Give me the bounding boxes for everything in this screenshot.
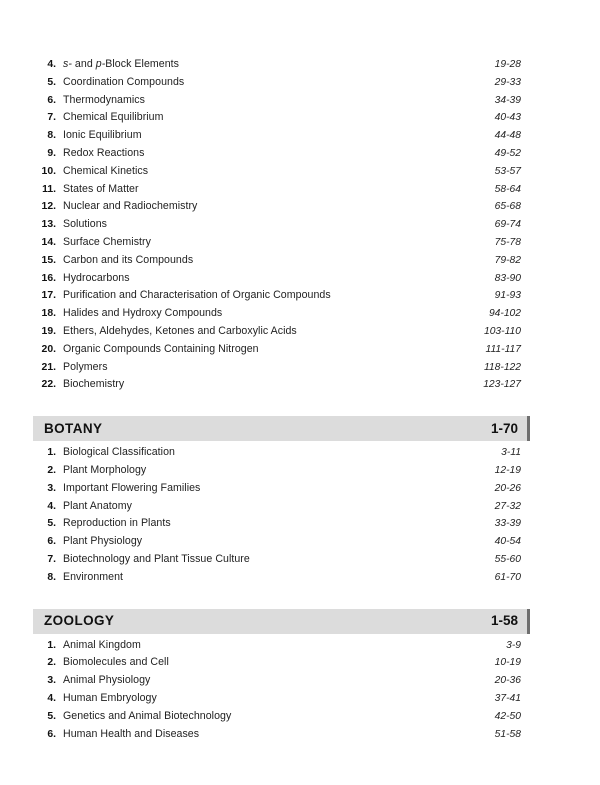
toc-entry[interactable] [33, 183, 530, 201]
entry-number: 12. [41, 201, 56, 213]
toc-entry[interactable] [33, 76, 530, 94]
entry-page-range: 20-26 [494, 482, 521, 494]
toc-entry[interactable] [33, 361, 530, 379]
entry-page-range: 19-28 [494, 59, 521, 70]
entry-number: 21. [41, 361, 56, 373]
toc-entry[interactable] [33, 58, 530, 76]
entry-number: 4. [47, 500, 56, 512]
entry-page-range: 61-70 [494, 571, 521, 583]
toc-entry[interactable] [33, 728, 530, 746]
entry-title: Human Health and Diseases [63, 727, 200, 740]
entry-page-range: 53-57 [494, 165, 521, 177]
toc-entry[interactable] [33, 147, 530, 165]
toc-entry[interactable] [33, 94, 530, 112]
entry-title: Reproduction in Plants [63, 517, 171, 530]
entry-page-range: 75-78 [494, 236, 521, 248]
entry-title: Chemical Equilibrium [63, 111, 164, 124]
toc-entry[interactable] [33, 571, 530, 589]
entry-number: 6. [47, 94, 56, 106]
entry-title: Ethers, Aldehydes, Ketones and Carboxylic Acids [63, 324, 297, 337]
entry-title: Halides and Hydroxy Compounds [63, 307, 223, 320]
entry-title: Surface Chemistry [63, 235, 151, 248]
toc-entry[interactable] [33, 254, 530, 272]
entry-number: 18. [41, 308, 56, 320]
entry-title: Important Flowering Families [63, 481, 201, 494]
toc-entry[interactable] [33, 535, 530, 553]
entry-title: Genetics and Animal Biotechnology [63, 709, 232, 722]
entry-title: Organic Compounds Containing Nitrogen [63, 342, 259, 355]
entry-title: Plant Physiology [63, 535, 143, 548]
entry-page-range: 42-50 [494, 710, 521, 722]
entry-page-range: 40-54 [494, 536, 521, 548]
entry-number: 1. [47, 639, 56, 651]
toc-entry[interactable] [33, 378, 530, 396]
section-spacer [33, 589, 530, 609]
entry-page-range: 49-52 [494, 147, 521, 159]
entry-number: 10. [41, 165, 56, 177]
entry-number: 8. [47, 571, 56, 583]
entry-page-range: 3-9 [506, 639, 521, 651]
entry-title: States of Matter [63, 182, 139, 195]
toc-entry[interactable] [33, 272, 530, 290]
entry-number: 16. [41, 272, 56, 284]
toc-entry[interactable] [33, 517, 530, 535]
entry-page-range: 103-110 [483, 325, 521, 337]
entry-page-range: 111-117 [485, 343, 521, 355]
entry-number: 19. [41, 325, 56, 337]
section-header-botany [33, 416, 530, 441]
toc-entry[interactable] [33, 710, 530, 728]
table-of-contents [33, 58, 530, 745]
toc-entry[interactable] [33, 553, 530, 571]
entry-page-range: 58-64 [494, 183, 521, 195]
toc-entry[interactable] [33, 289, 530, 307]
entry-page-range: 3-11 [501, 447, 521, 459]
entry-title: Biochemistry [63, 378, 125, 391]
toc-entry[interactable] [33, 500, 530, 518]
entry-number: 15. [41, 254, 56, 266]
entry-page-range: 55-60 [494, 553, 521, 565]
toc-entry[interactable] [33, 236, 530, 254]
entry-number: 2. [47, 657, 56, 669]
entry-number: 7. [47, 112, 56, 124]
entry-page-range: 33-39 [494, 518, 521, 530]
entry-number: 4. [47, 59, 56, 70]
toc-entry[interactable] [33, 218, 530, 236]
entry-page-range: 29-33 [494, 76, 521, 88]
section-spacer [33, 396, 530, 416]
entry-title: Nuclear and Radiochemistry [63, 200, 198, 213]
entry-number: 5. [47, 518, 56, 530]
entry-page-range: 118-122 [483, 361, 521, 373]
entry-page-range: 123-127 [483, 379, 521, 391]
entry-title: Chemical Kinetics [63, 164, 149, 177]
entry-title: Animal Physiology [63, 674, 151, 687]
entry-number: 8. [47, 130, 56, 142]
entry-page-range: 83-90 [494, 272, 521, 284]
entry-page-range: 10-19 [494, 657, 521, 669]
entry-title: Ionic Equilibrium [63, 129, 142, 142]
entry-number: 3. [47, 482, 56, 494]
entry-page-range: 79-82 [494, 254, 521, 266]
entry-page-range: 34-39 [494, 94, 521, 106]
entry-page-range: 69-74 [494, 219, 521, 231]
toc-entry[interactable] [33, 639, 530, 657]
entry-title: Coordination Compounds [63, 75, 185, 88]
section-header-zoology [33, 609, 530, 634]
section-title: BOTANY [44, 420, 103, 436]
toc-entry[interactable] [33, 674, 530, 692]
entry-page-range: 27-32 [494, 500, 521, 512]
entry-number: 1. [47, 447, 56, 459]
entry-page-range: 94-102 [488, 308, 521, 320]
entry-title: Plant Morphology [63, 463, 147, 476]
toc-entry[interactable] [33, 482, 530, 500]
entry-title: Polymers [63, 360, 108, 373]
entry-number: 5. [47, 76, 56, 88]
entry-title: Biological Classification [63, 446, 175, 459]
toc-entry[interactable] [33, 692, 530, 710]
entry-page-range: 12-19 [494, 464, 521, 476]
entry-title: Human Embryology [63, 691, 157, 704]
entry-number: 6. [47, 728, 56, 740]
entry-number: 6. [47, 536, 56, 548]
entry-title: Biotechnology and Plant Tissue Culture [63, 552, 250, 565]
entry-title: Solutions [63, 218, 108, 231]
toc-entry[interactable] [33, 111, 530, 129]
entry-title: Carbon and its Compounds [63, 253, 194, 266]
entry-page-range: 37-41 [494, 692, 521, 704]
entry-title: Plant Anatomy [63, 499, 132, 512]
entry-page-range: 20-36 [494, 675, 521, 687]
entry-page-range: 44-48 [494, 130, 521, 142]
entry-number: 17. [41, 290, 56, 302]
entry-title: Animal Kingdom [63, 638, 141, 651]
entry-number: 9. [47, 147, 56, 159]
toc-entry[interactable] [33, 165, 530, 183]
entry-number: 7. [47, 553, 56, 565]
entry-page-range: 51-58 [494, 728, 521, 740]
entry-title: Biomolecules and Cell [63, 656, 169, 669]
toc-entry[interactable] [33, 446, 530, 464]
toc-entry[interactable] [33, 343, 530, 361]
entry-title: Redox Reactions [63, 146, 145, 159]
section-page-range: 1-58 [490, 613, 518, 629]
entry-page-range: 40-43 [494, 112, 521, 124]
entry-title: Environment [63, 570, 124, 583]
entry-title: Thermodynamics [63, 93, 145, 106]
toc-entry[interactable] [33, 464, 530, 482]
entry-number: 11. [42, 183, 56, 195]
toc-entry[interactable] [33, 307, 530, 325]
entry-page-range: 91-93 [494, 290, 521, 302]
entry-number: 3. [47, 675, 56, 687]
entry-number: 14. [41, 236, 56, 248]
entry-title: Hydrocarbons [63, 271, 130, 284]
entry-number: 22. [41, 379, 56, 391]
entry-number: 20. [41, 343, 56, 355]
entry-number: 13. [41, 219, 56, 231]
entry-number: 2. [47, 464, 56, 476]
toc-entry[interactable] [33, 200, 530, 218]
section-title: ZOOLOGY [44, 613, 115, 629]
section-page-range: 1-70 [490, 420, 518, 436]
toc-entry[interactable] [33, 656, 530, 674]
entry-number: 4. [47, 692, 56, 704]
entry-number: 5. [47, 710, 56, 722]
toc-entry[interactable] [33, 325, 530, 343]
entry-title: Purification and Characterisation of Organic Compounds [63, 289, 331, 302]
entry-title: s- and p-Block Elements [63, 58, 179, 70]
entry-page-range: 65-68 [494, 201, 521, 213]
toc-entry[interactable] [33, 129, 530, 147]
